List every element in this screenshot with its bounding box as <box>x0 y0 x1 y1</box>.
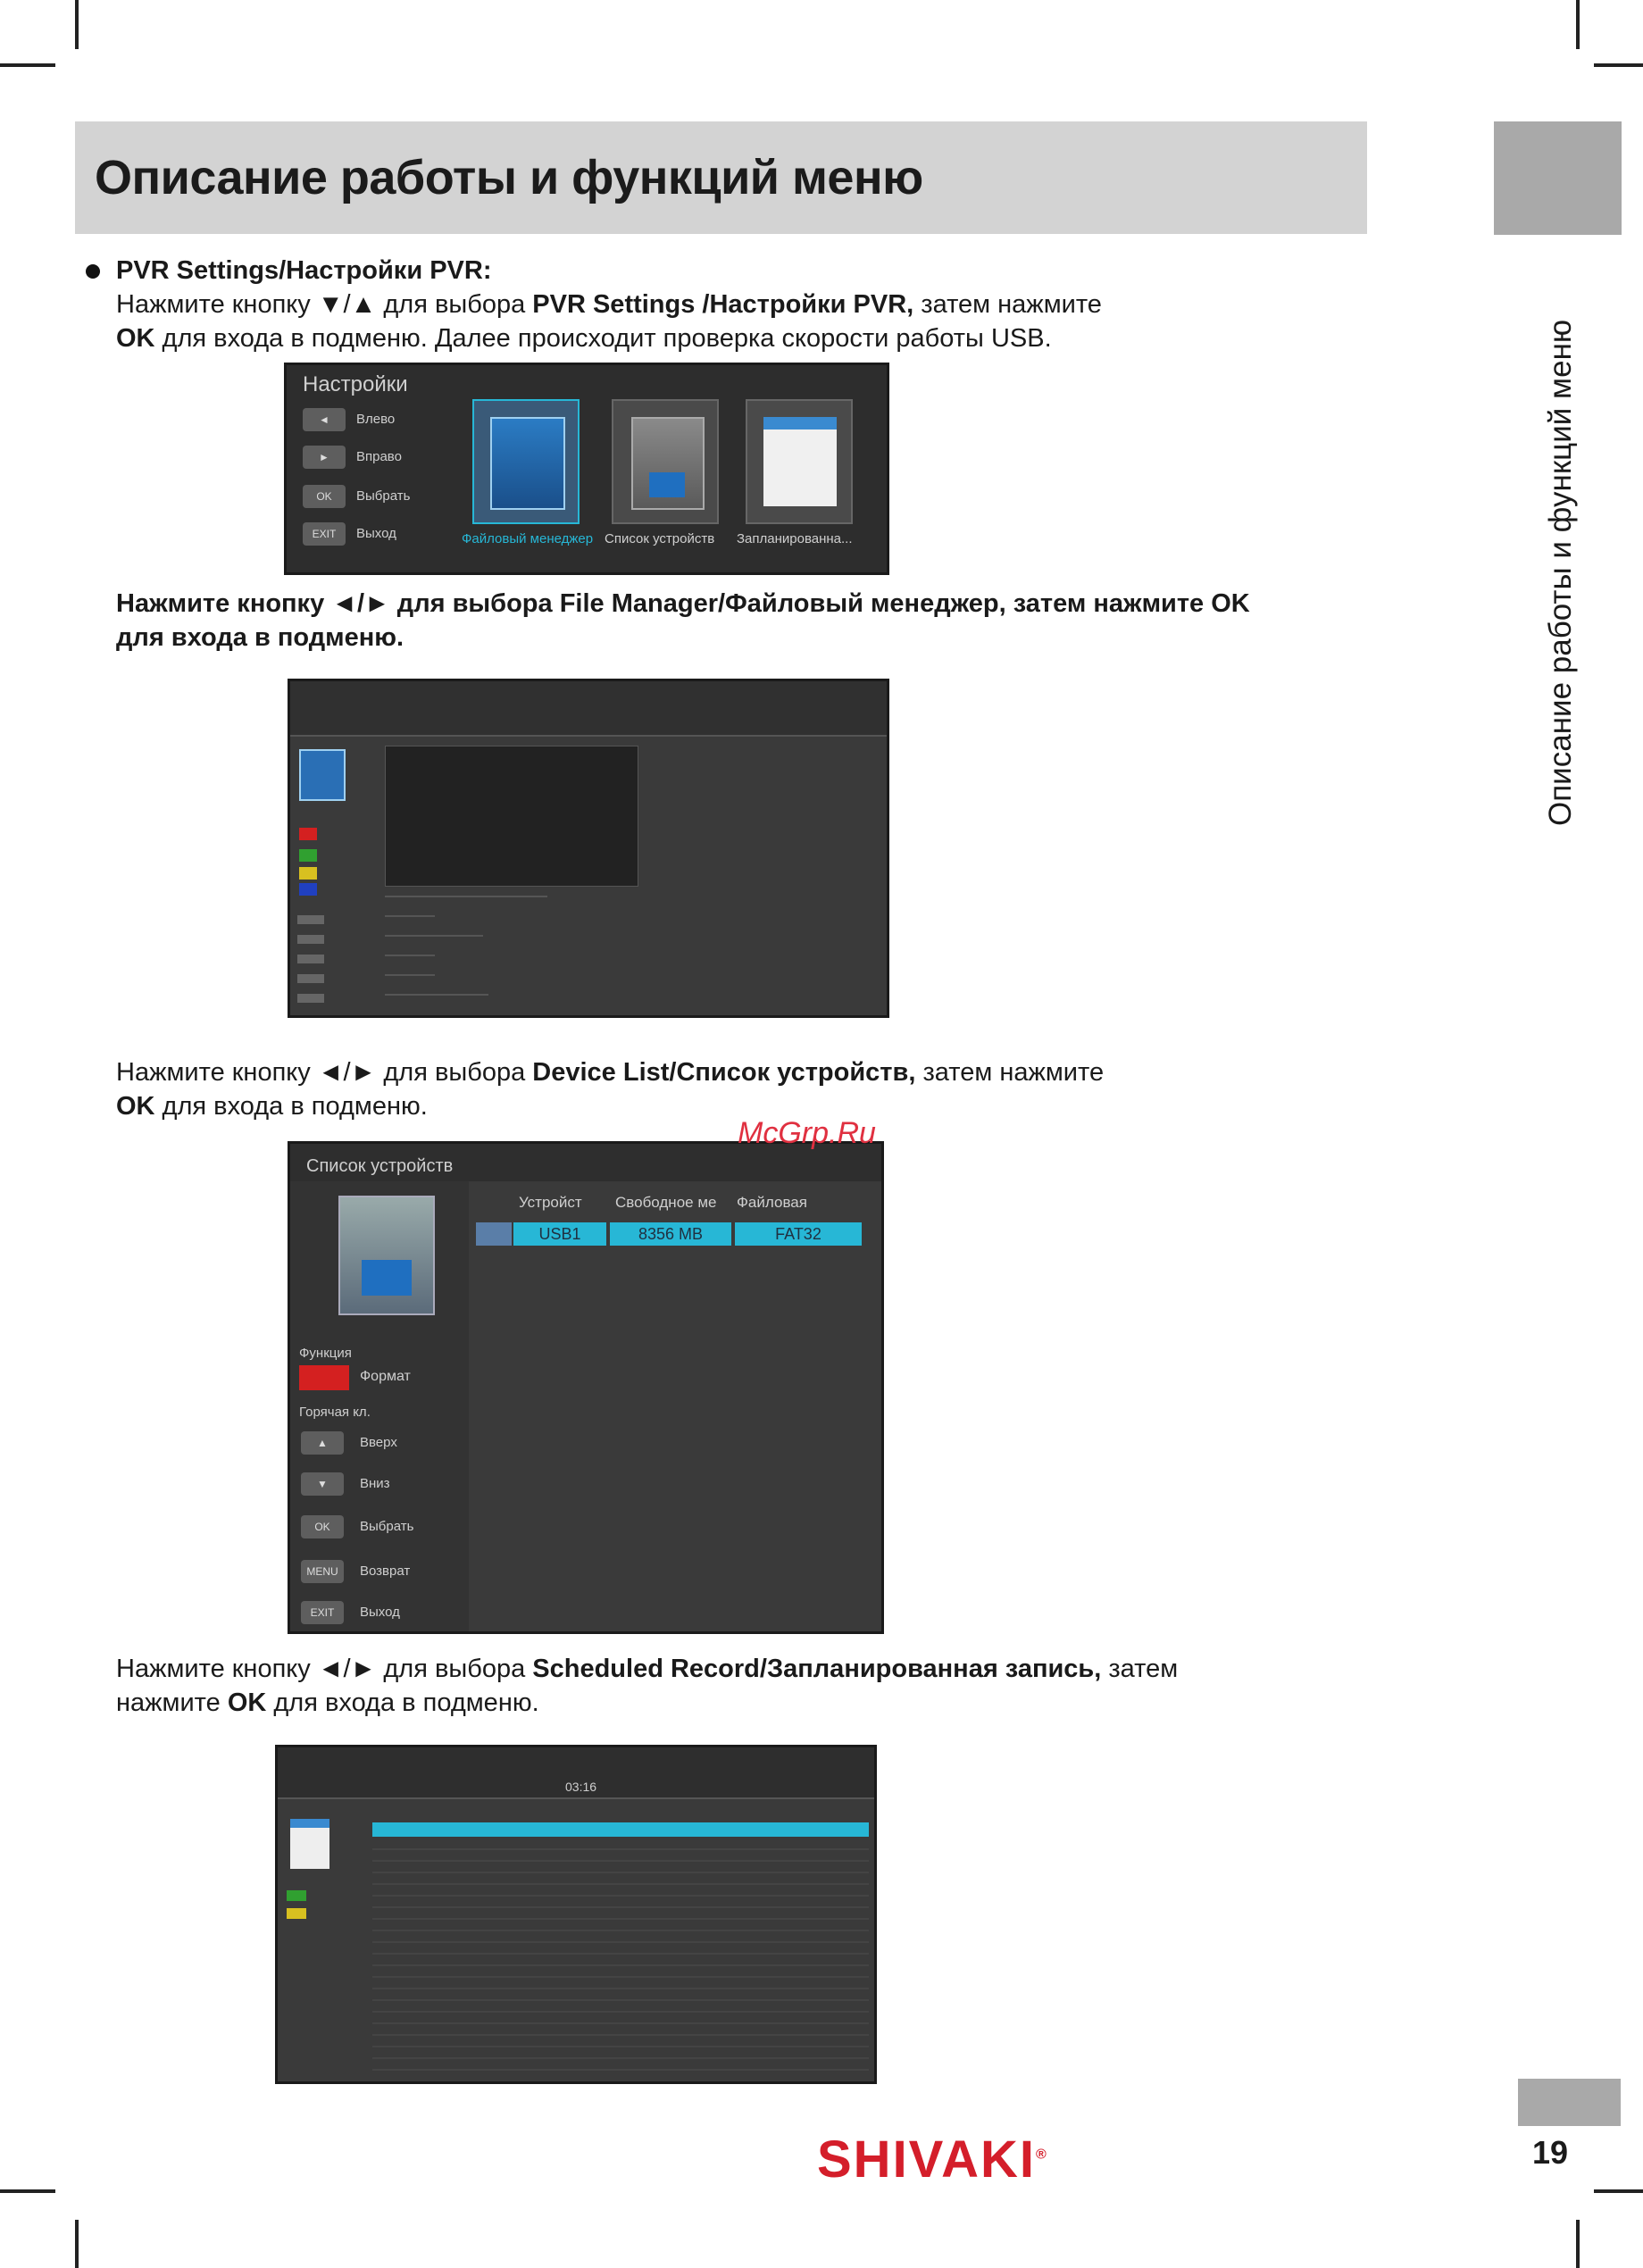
p3-bold: Device List/Список устройств, <box>532 1058 916 1087</box>
side-tab-label <box>1509 299 1578 826</box>
p4-bold: Scheduled Record/Запланированная запись, <box>532 1655 1102 1683</box>
brand-logo <box>817 2130 1048 2189</box>
tile-label: Список устройств <box>605 531 715 546</box>
key-label: Вправо <box>356 449 402 464</box>
p4-ok: OK <box>227 1688 267 1717</box>
tile-label: Запланированна... <box>737 531 853 546</box>
p1-bold: PVR Settings /Настройки PVR, <box>532 290 914 319</box>
selected-row <box>372 1822 869 1837</box>
tile-label: Файловый менеджер <box>462 531 594 546</box>
device-list-tile <box>612 399 719 524</box>
side-tab-marker <box>1494 121 1622 235</box>
key-label: Выбрать <box>356 488 411 504</box>
info-line <box>385 915 435 917</box>
clock: 03:16 <box>565 1780 597 1794</box>
func-label: Функция <box>299 1346 352 1361</box>
key-row <box>297 974 324 983</box>
crop-mark <box>75 2220 79 2268</box>
crop-mark <box>1594 63 1643 67</box>
screenshot-device-list <box>288 1141 884 1634</box>
key-up: ▲ <box>301 1431 344 1455</box>
key-row <box>297 935 324 944</box>
key-down: ▼ <box>301 1472 344 1496</box>
key-label: Вверх <box>360 1435 397 1450</box>
info-line <box>385 896 547 897</box>
brand-name: SHIVAKI <box>817 2130 1036 2189</box>
p2-text: Нажмите кнопку ◄/► для выбора File Manager/Файловый менеджер, затем нажмите <box>116 589 1212 618</box>
column-header: Файловая <box>737 1194 807 1211</box>
film-clapper-icon <box>490 417 565 510</box>
paragraph-2 <box>116 587 1363 655</box>
p4-text: нажмите <box>116 1688 228 1717</box>
p1-text: для входа в подменю. Далее происходит проверка скорости работы USB. <box>154 324 1052 353</box>
usb-device-icon <box>338 1196 435 1315</box>
green-key-icon <box>299 849 317 862</box>
brand-mark: ® <box>1035 2147 1048 2163</box>
key-label: Вниз <box>360 1476 390 1491</box>
red-key-icon <box>299 828 317 840</box>
info-line <box>385 955 435 956</box>
p1-ok: OK <box>116 324 155 353</box>
paragraph-4 <box>116 1652 1366 1720</box>
page-title: Описание работы и функций меню <box>95 151 923 204</box>
screenshot-file-manager <box>288 679 889 1018</box>
blue-key-icon <box>299 883 317 896</box>
info-line <box>385 935 483 937</box>
key-left: ◄ <box>303 408 346 431</box>
filesystem-cell: FAT32 <box>735 1222 862 1246</box>
paragraph-3 <box>116 1055 1366 1123</box>
usb-row-icon <box>476 1222 512 1246</box>
key-exit: EXIT <box>301 1601 344 1624</box>
scheduled-record-tile <box>746 399 853 524</box>
hotkey-label: Горячая кл. <box>299 1405 371 1420</box>
info-line <box>385 994 488 996</box>
p3-ok: OK <box>116 1092 155 1121</box>
paragraph-1 <box>116 288 1366 355</box>
usb-plug-icon <box>362 1260 412 1296</box>
topbar <box>290 681 887 737</box>
usb-plug-icon <box>649 472 685 497</box>
record-list <box>372 1839 869 2080</box>
folder-icon <box>299 749 346 801</box>
key-row <box>297 915 324 924</box>
key-ok: OK <box>303 485 346 508</box>
yellow-key-icon <box>299 867 317 880</box>
page-number: 19 <box>1532 2134 1569 2171</box>
free-space-cell: 8356 MB <box>610 1222 731 1246</box>
key-row <box>297 994 324 1003</box>
p4-text: Нажмите кнопку ◄/► для выбора <box>116 1655 533 1683</box>
key-label: Выбрать <box>360 1519 414 1534</box>
key-row <box>297 955 324 963</box>
crop-mark <box>1576 0 1580 49</box>
key-label: Влево <box>356 412 396 427</box>
p1-text: Нажмите кнопку ▼/▲ для выбора <box>116 290 533 319</box>
screenshot-scheduled-record <box>275 1745 877 2084</box>
calendar-icon <box>290 1819 329 1869</box>
crop-mark <box>1576 2220 1580 2268</box>
page-number-tab <box>1518 2079 1621 2126</box>
device-cell: USB1 <box>513 1222 606 1246</box>
crop-mark <box>0 2189 55 2193</box>
watermark: McGrp.Ru <box>738 1116 876 1150</box>
section-heading <box>116 254 492 288</box>
column-header: Свободное ме <box>615 1194 717 1211</box>
key-label: Возврат <box>360 1563 411 1579</box>
red-key-icon <box>299 1365 349 1390</box>
screen-title: Настройки <box>303 372 408 396</box>
key-label: Выход <box>356 526 396 541</box>
p3-text: Нажмите кнопку ◄/► для выбора <box>116 1058 533 1087</box>
green-key-icon <box>287 1890 306 1901</box>
p1-text: затем нажмите <box>913 290 1102 319</box>
crop-mark <box>75 0 79 49</box>
crop-mark <box>1594 2189 1643 2193</box>
p3-text: для входа в подменю. <box>154 1092 428 1121</box>
key-menu: MENU <box>301 1560 344 1583</box>
screen-title: Список устройств <box>306 1156 454 1176</box>
screenshot-settings <box>284 363 889 575</box>
yellow-key-icon <box>287 1908 306 1919</box>
preview-window <box>385 746 638 887</box>
key-ok: OK <box>301 1515 344 1538</box>
info-line <box>385 974 435 976</box>
key-right: ► <box>303 446 346 469</box>
p2-text: для входа в подменю. <box>116 623 404 652</box>
p4-text: затем <box>1101 1655 1179 1683</box>
crop-mark <box>0 63 55 67</box>
file-manager-tile <box>472 399 580 524</box>
p2-ok: OK <box>1211 589 1250 618</box>
key-exit: EXIT <box>303 522 346 546</box>
func-item: Формат <box>360 1369 411 1384</box>
p4-text: для входа в подменю. <box>266 1688 539 1717</box>
key-label: Выход <box>360 1605 400 1620</box>
calendar-icon <box>763 417 837 506</box>
column-header: Устройст <box>519 1194 582 1211</box>
section-heading-text: PVR Settings/Настройки PVR: <box>116 256 492 285</box>
bullet-icon <box>86 264 100 279</box>
side-tab-text: Описание работы и функций меню <box>1543 319 1578 826</box>
p3-text: затем нажмите <box>915 1058 1105 1087</box>
